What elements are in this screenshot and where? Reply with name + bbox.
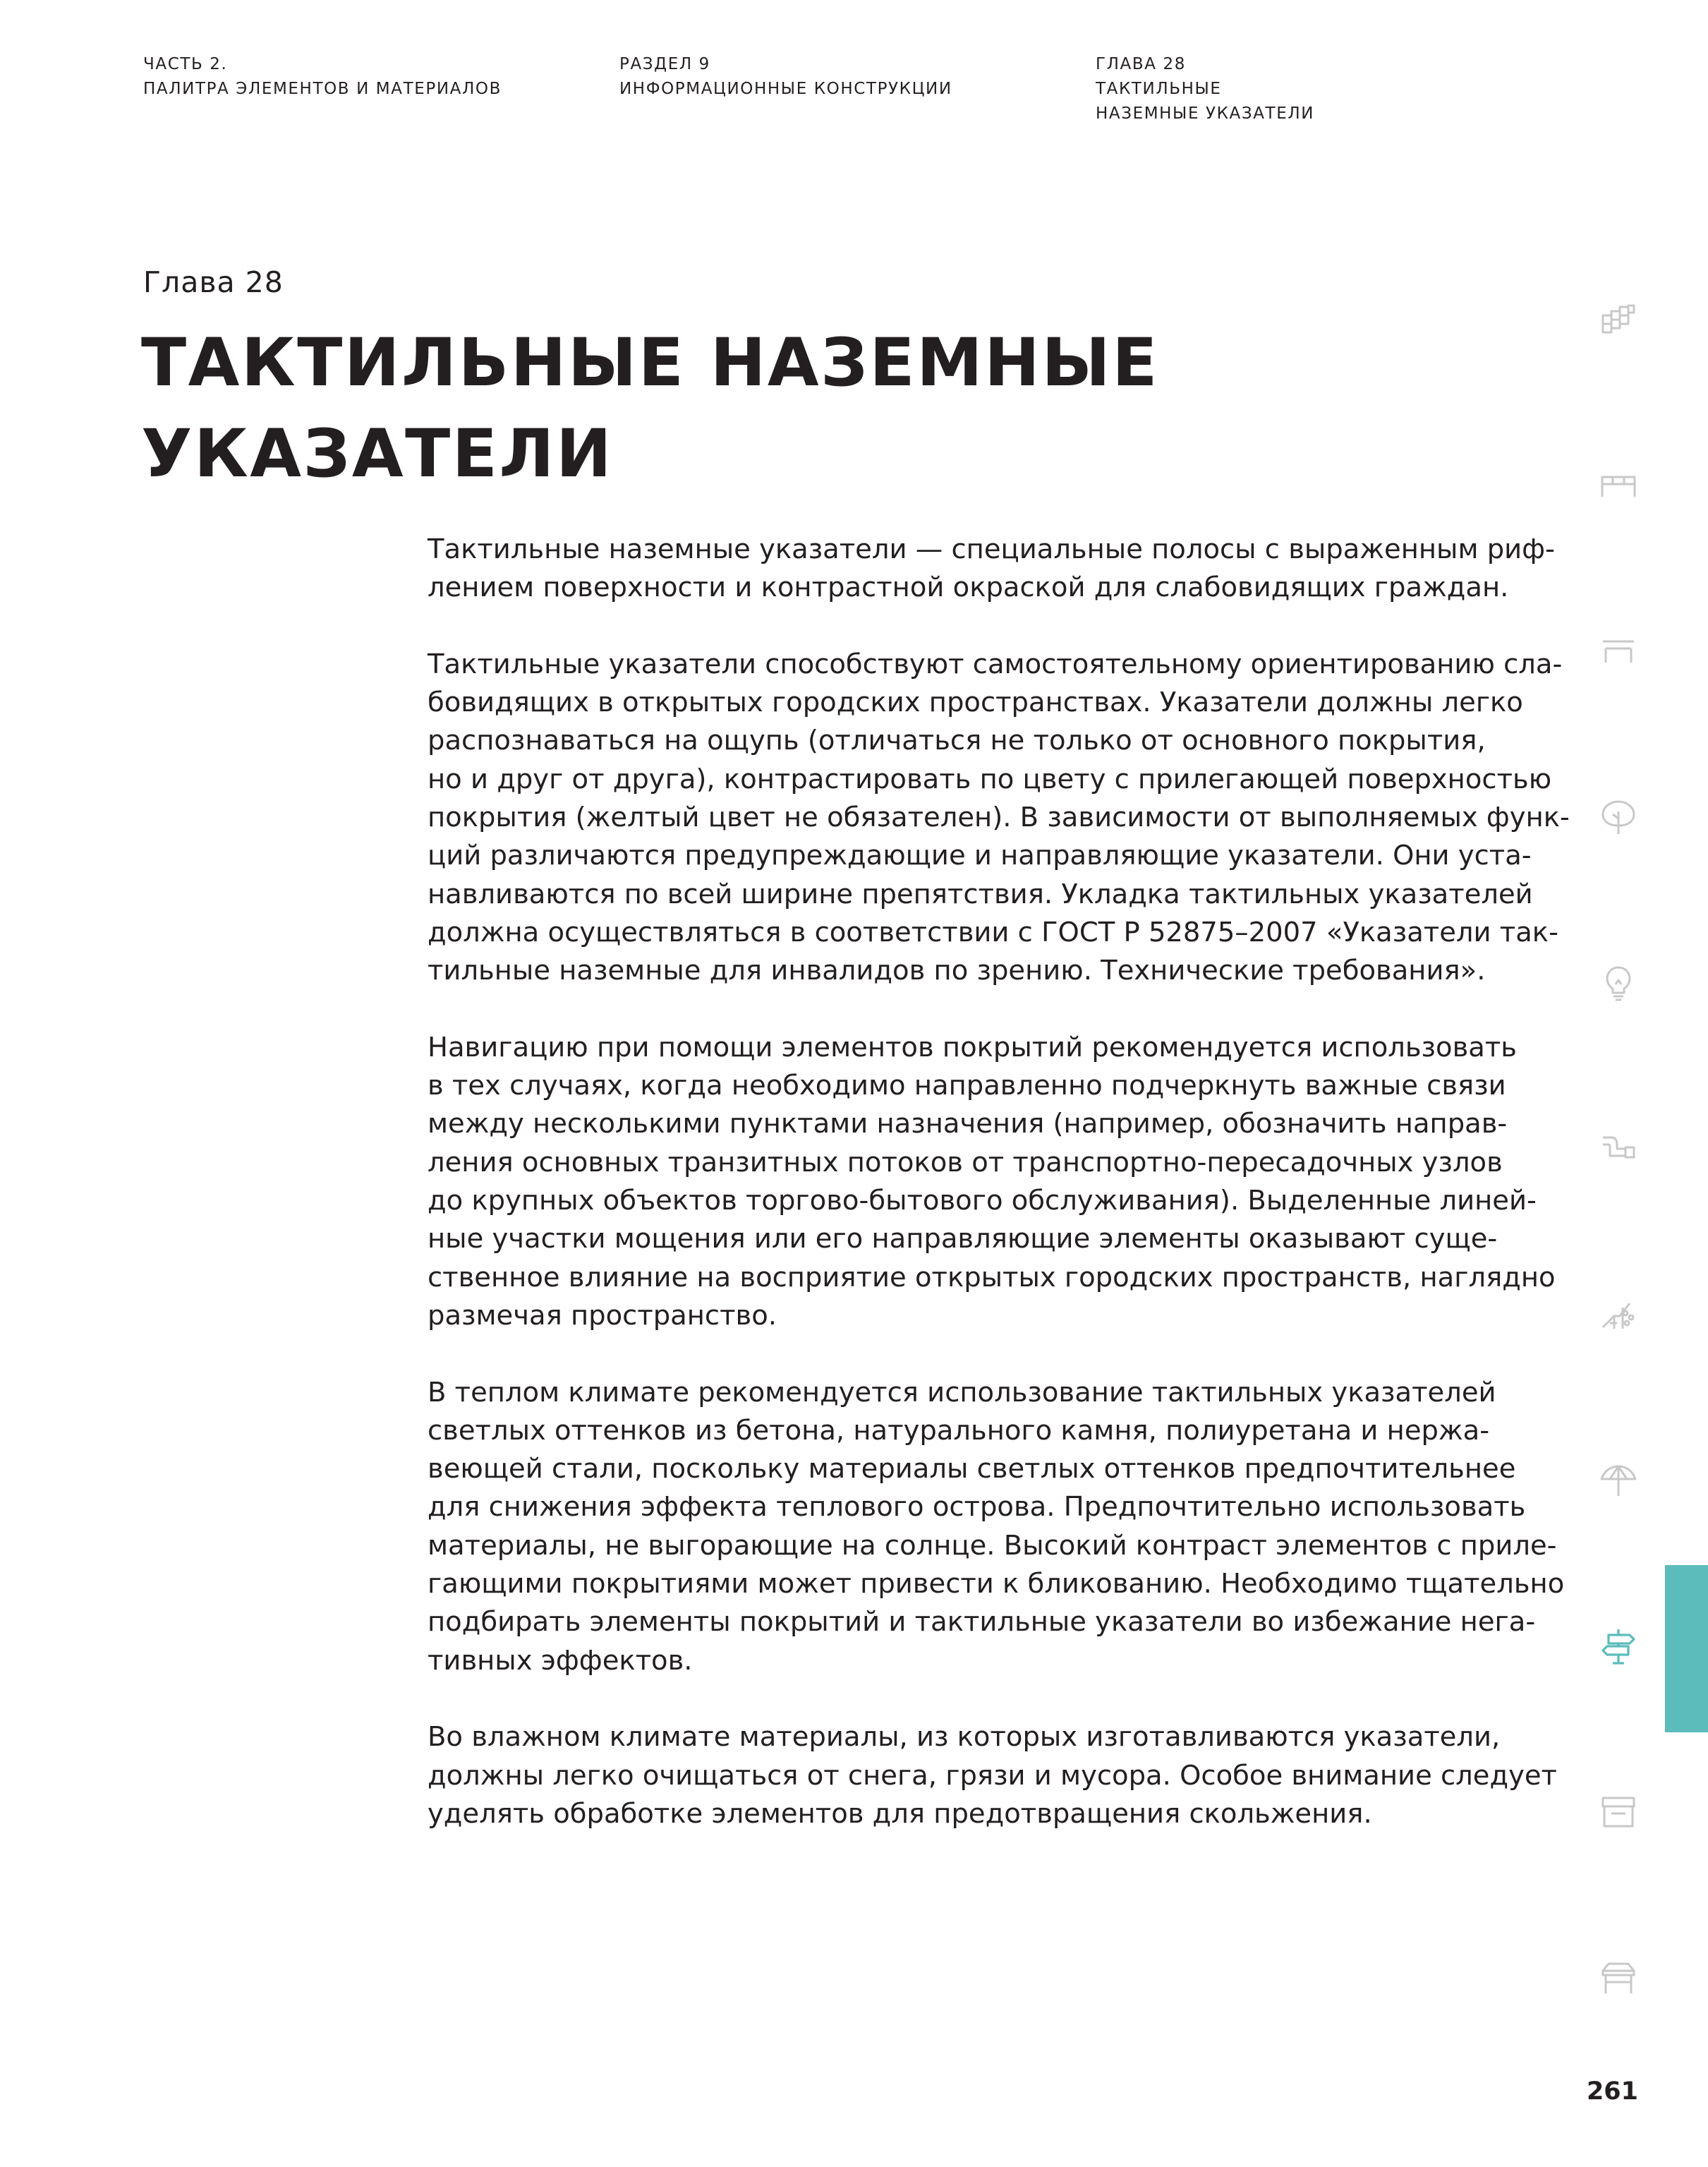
text-line: для снижения эффекта теплового острова. Предпочтительно использовать	[428, 1491, 1526, 1523]
text-line: бовидящих в открытых городских пространствах. Указатели должны легко	[428, 687, 1523, 719]
chapter-label: Глава 28	[143, 265, 284, 299]
header-section-title: ИНФОРМАЦИОННЫЕ КОНСТРУКЦИИ	[619, 80, 952, 98]
kiosk-icon[interactable]	[1599, 1792, 1638, 1832]
header-part-number: ЧАСТЬ 2.	[143, 55, 228, 73]
text-line: должны легко очищаться от снега, грязи и мусора. Особое внимание следует	[428, 1759, 1557, 1792]
header-chapter-title-line2: НАЗЕМНЫЕ УКАЗАТЕЛИ	[1096, 104, 1315, 123]
paving-icon[interactable]	[1599, 300, 1638, 339]
active-section-tab	[1665, 1565, 1708, 1732]
header-section-number: РАЗДЕЛ 9	[619, 55, 710, 73]
text-line: но и друг от друга), контрастировать по цвету с прилегающей поверхностью	[428, 763, 1552, 795]
text-line: Тактильные указатели способствуют самостоятельному ориентированию сла-	[428, 648, 1563, 680]
paragraph	[428, 1718, 1556, 1833]
text-line: светлых оттенков из бетона, натурального камня, полиуретана и нержа-	[428, 1414, 1490, 1447]
text-line: размечая пространство.	[428, 1299, 777, 1332]
text-line: покрытия (желтый цвет не обязателен). В зависимости от выполняемых функ-	[428, 802, 1570, 834]
table-icon[interactable]	[1599, 632, 1638, 671]
header-chapter-number: ГЛАВА 28	[1096, 55, 1186, 73]
text-line: подбирать элементы покрытий и тактильные указатели во избежание нега-	[428, 1606, 1536, 1638]
paragraph	[428, 1374, 1565, 1680]
text-line: ственное влияние на восприятие открытых городских пространств, наглядно	[428, 1261, 1556, 1293]
signpost-icon[interactable]	[1599, 1626, 1638, 1666]
header-chapter	[1096, 52, 1314, 126]
text-line: Навигацию при помощи элементов покрытий рекомендуется использовать	[428, 1031, 1517, 1063]
text-line: ные участки мощения или его направляющие элементы оказывают суще-	[428, 1223, 1498, 1255]
text-line: между несколькими пунктами назначения (например, обозначить направ-	[428, 1108, 1508, 1140]
header-part-title: ПАЛИТРА ЭЛЕМЕНТОВ И МАТЕРИАЛОВ	[143, 80, 502, 98]
text-line: должна осуществляться в соответствии с ГОСТ Р 52875–2007 «Указатели так-	[428, 916, 1558, 948]
paragraph	[428, 646, 1570, 991]
text-line: распознаваться на ощупь (отличаться не только от основного покрытия,	[428, 725, 1486, 757]
chapter-title-line1: ТАКТИЛЬНЫЕ НАЗЕМНЫЕ	[141, 325, 1159, 402]
umbrella-icon[interactable]	[1599, 1461, 1638, 1500]
text-line: веющей стали, поскольку материалы светлых оттенков предпочтительнее	[428, 1453, 1516, 1485]
text-line: В теплом климате рекомендуется использование тактильных указателей	[428, 1376, 1496, 1408]
text-line: в тех случаях, когда необходимо направленно подчеркнуть важные связи	[428, 1070, 1506, 1102]
page-number: 261	[1586, 2077, 1638, 2106]
text-line: Во влажном климате материалы, из которых изготавливаются указатели,	[428, 1721, 1501, 1753]
text-line: тильные наземные для инвалидов по зрению. Технические требования».	[428, 955, 1486, 987]
text-line: ций различаются предупреждающие и направляющие указатели. Они уста-	[428, 840, 1532, 872]
chapter-title	[141, 318, 1159, 500]
pavilion-icon[interactable]	[1599, 1958, 1638, 1998]
chapter-title-line2: УКАЗАТЕЛИ	[141, 416, 614, 493]
text-line: до крупных объектов торгово-бытового обслуживания). Выделенные линей-	[428, 1185, 1537, 1217]
text-line: гающими покрытиями может привести к бликованию. Необходимо тщательно	[428, 1568, 1565, 1600]
body-text	[428, 531, 1570, 1871]
text-line: навливаются по всей ширине препятствия. Укладка тактильных указателей	[428, 878, 1533, 910]
text-line: тивных эффектов.	[428, 1644, 693, 1677]
text-line: уделять обработке элементов для предотвращения скольжения.	[428, 1797, 1372, 1830]
tree-icon[interactable]	[1599, 797, 1638, 837]
header-section	[619, 52, 952, 102]
text-line: Тактильные наземные указатели — специальные полосы с выраженным риф-	[428, 533, 1555, 565]
text-line: ления основных транзитных потоков от транспортно-пересадочных узлов	[428, 1146, 1503, 1178]
bench-icon[interactable]	[1599, 466, 1638, 505]
playground-icon[interactable]	[1599, 1295, 1638, 1334]
pipe-icon[interactable]	[1599, 1129, 1638, 1169]
text-line: материалы, не выгорающие на солнце. Высокий контраст элементов с приле-	[428, 1529, 1557, 1562]
lightbulb-icon[interactable]	[1599, 963, 1638, 1003]
header-part	[143, 52, 502, 102]
paragraph	[428, 531, 1556, 608]
header-chapter-title-line1: ТАКТИЛЬНЫЕ	[1096, 80, 1222, 98]
text-line: лением поверхности и контрастной окраской для слабовидящих граждан.	[428, 572, 1509, 604]
paragraph	[428, 1029, 1556, 1335]
